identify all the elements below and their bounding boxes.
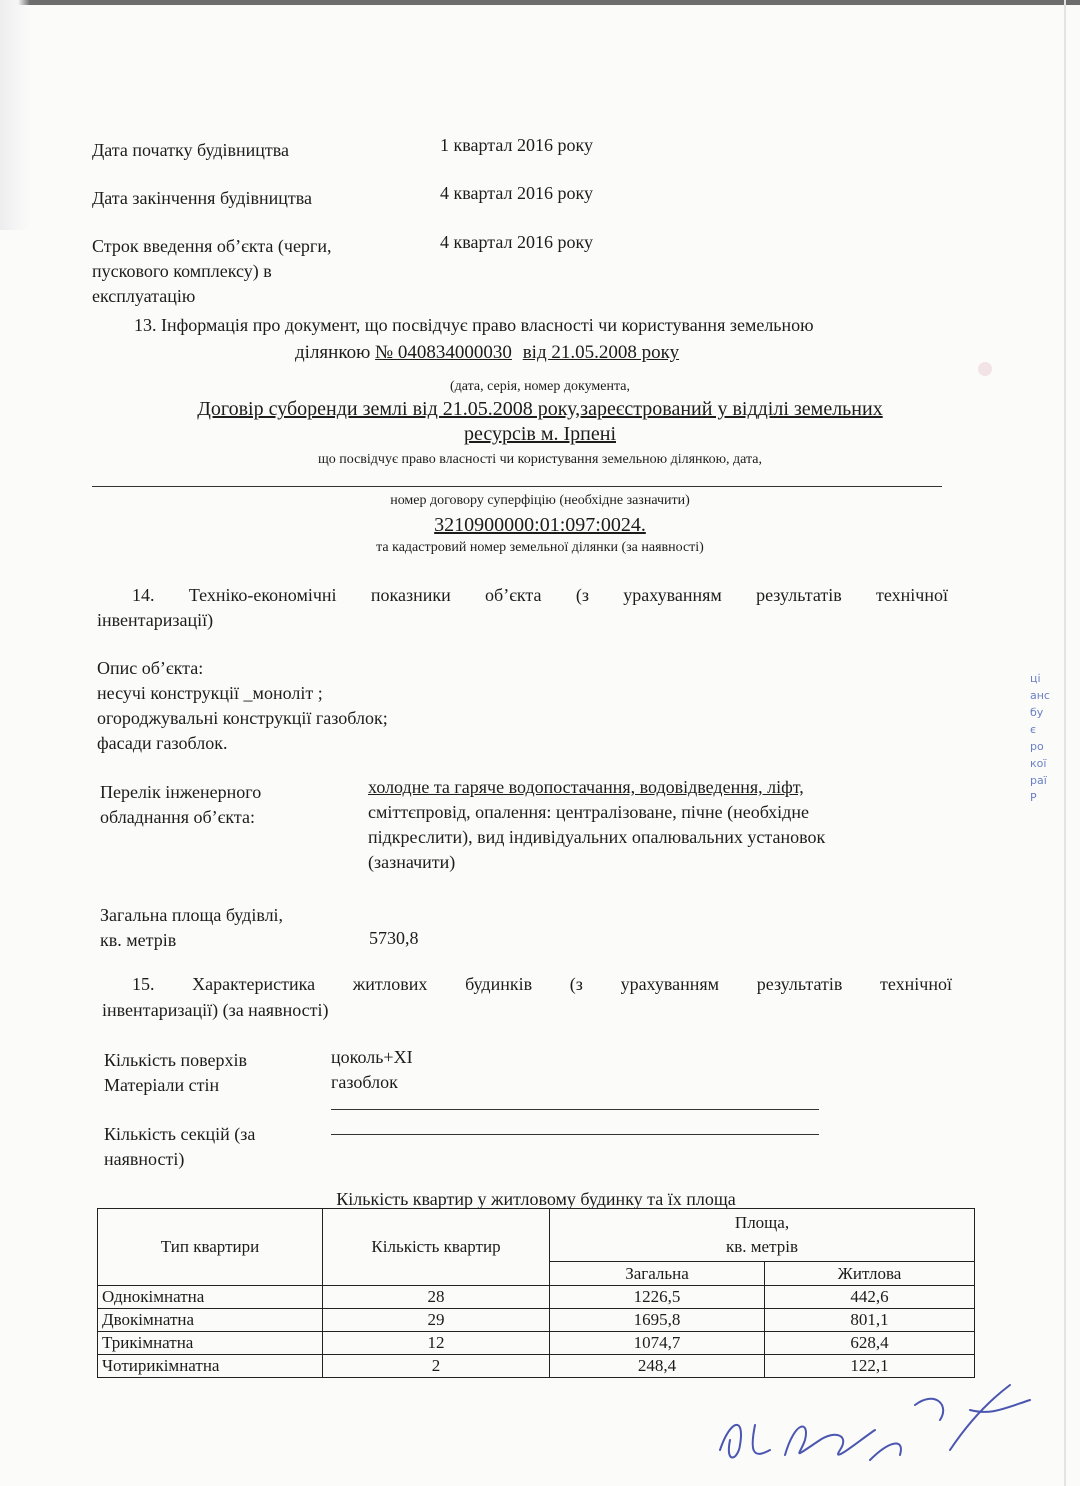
total-area-label-line: Загальна площа будівлі, xyxy=(100,905,284,925)
end-date-value: 4 квартал 2016 року xyxy=(440,183,593,203)
section-13-heading-line2 xyxy=(295,340,679,365)
engineering-label-line: Перелік інженерного xyxy=(100,782,262,802)
table-row xyxy=(98,1355,975,1378)
object-description xyxy=(97,656,388,756)
land-contract-line1: Договір суборенди землі від 21.05.2008 року,зареєстрований у відділі земельних xyxy=(197,398,883,420)
header-total-area: Загальна xyxy=(550,1262,765,1286)
commissioning-label-line: експлуатацію xyxy=(92,286,196,306)
header-area-line: кв. метрів xyxy=(726,1237,798,1256)
engineering-line: сміттєпровід, опалення: централізоване, пічне (необхідне xyxy=(368,802,809,822)
engineering-equipment-list xyxy=(368,775,825,875)
engineering-underlined-line: холодне та гаряче водопостачання, водовідведення, ліфт, xyxy=(368,777,804,797)
stamp-text: кої xyxy=(1030,757,1047,770)
description-line: фасади газоблок. xyxy=(97,733,228,753)
header-area xyxy=(550,1209,975,1262)
stamp-text: анс xyxy=(1030,689,1050,702)
commissioning-label xyxy=(92,234,331,309)
section-14-heading-line1: 14. Техніко-економічні показники об’єкта (з урахуванням результатів технічної xyxy=(132,585,948,605)
cell-type: Двокімнатна xyxy=(98,1309,323,1332)
cell-count: 2 xyxy=(323,1355,550,1378)
hint-ownership-document: що посвідчує право власності чи користування земельною ділянкою, дата, xyxy=(317,452,763,467)
apartments-table xyxy=(97,1208,975,1378)
stamp-fragment xyxy=(1030,670,1080,900)
cell-count: 29 xyxy=(323,1309,550,1332)
stamp-text: Р xyxy=(1030,791,1037,804)
cell-total-area: 1695,8 xyxy=(550,1309,765,1332)
hint-superficies-contract: номер договору суперфіцію (необхідне зазначити) xyxy=(390,493,690,508)
table-row xyxy=(98,1286,975,1309)
table-row xyxy=(98,1309,975,1332)
section-14-heading-line2: інвентаризації) xyxy=(97,610,214,630)
description-line: несучі конструкції _моноліт ; xyxy=(97,683,323,703)
description-line: Опис об’єкта: xyxy=(97,658,204,678)
land-contract-line2: ресурсів м. Ірпені xyxy=(463,423,617,445)
start-date-value: 1 квартал 2016 року xyxy=(440,135,593,155)
scan-top-edge xyxy=(0,0,1080,5)
table-row xyxy=(98,1332,975,1355)
header-area-line: Площа, xyxy=(734,1213,790,1232)
header-apartment-count: Кількість квартир xyxy=(323,1209,550,1286)
walls-value: газоблок xyxy=(331,1072,398,1092)
apartments-table-caption: Кількість квартир у житловому будинку та їх площа xyxy=(336,1189,736,1209)
stamp-text: ро xyxy=(1030,740,1044,753)
cell-living-area: 628,4 xyxy=(765,1332,975,1355)
hint-document-date-series: (дата, серія, номер документа, xyxy=(450,379,630,394)
cell-type: Однокімнатна xyxy=(98,1286,323,1309)
start-date-label: Дата початку будівництва xyxy=(92,140,289,160)
cadastral-number: 3210900000:01:097:0024. xyxy=(434,514,646,536)
section-13-heading-line1: 13. Інформація про документ, що посвідчує право власності чи користування земельною xyxy=(134,315,814,335)
header-living-area: Житлова xyxy=(765,1262,975,1286)
stamp-text: ці xyxy=(1030,672,1041,685)
document-number: № 040834000030 xyxy=(375,342,512,363)
cell-type: Чотирикімнатна xyxy=(98,1355,323,1378)
description-line: огороджувальні конструкції газоблок; xyxy=(97,708,388,728)
blank-line xyxy=(92,486,942,487)
commissioning-label-line: Строк введення об’єкта (черги, xyxy=(92,236,332,256)
stamp-text: бу xyxy=(1030,706,1044,719)
scan-spot xyxy=(978,362,992,376)
scan-left-shadow xyxy=(0,0,30,230)
document-date: від 21.05.2008 року xyxy=(522,342,680,363)
cell-living-area: 442,6 xyxy=(765,1286,975,1309)
engineering-label-line: обладнання об’єкта: xyxy=(100,807,255,827)
commissioning-label-line: пускового комплексу) в xyxy=(92,261,272,281)
total-area-value: 5730,8 xyxy=(369,928,419,948)
blank-line xyxy=(331,1109,819,1110)
end-date-label: Дата закінчення будівництва xyxy=(92,188,312,208)
cell-count: 28 xyxy=(323,1286,550,1309)
stamp-text: є xyxy=(1030,723,1037,736)
engineering-line: (зазначити) xyxy=(368,852,456,872)
section-15-heading-line2: інвентаризації) (за наявності) xyxy=(102,1000,329,1020)
engineering-equipment-label xyxy=(100,780,261,830)
floors-value: цоколь+XI xyxy=(331,1047,413,1067)
section-15-heading-line1: 15. Характеристика житлових будинків (з урахуванням результатів технічної xyxy=(132,974,952,994)
cell-living-area: 801,1 xyxy=(765,1309,975,1332)
sections-label xyxy=(104,1122,255,1172)
cell-total-area: 1074,7 xyxy=(550,1332,765,1355)
cell-type: Трикімнатна xyxy=(98,1332,323,1355)
sections-label-line: наявності) xyxy=(104,1149,185,1169)
cell-count: 12 xyxy=(323,1332,550,1355)
hint-cadastral-number: та кадастровий номер земельної ділянки (за наявності) xyxy=(376,540,704,555)
sections-label-line: Кількість секцій (за xyxy=(104,1124,256,1144)
engineering-line: підкреслити), вид індивідуальних опалювальних установок xyxy=(368,827,826,847)
cell-total-area: 248,4 xyxy=(550,1355,765,1378)
total-area-label xyxy=(100,903,283,953)
total-area-label-line: кв. метрів xyxy=(100,930,177,950)
walls-label: Матеріали стін xyxy=(104,1075,220,1095)
header-apartment-type: Тип квартири xyxy=(98,1209,323,1286)
table-header-row xyxy=(98,1209,975,1262)
sections-value-blank xyxy=(331,1134,819,1135)
commissioning-value: 4 квартал 2016 року xyxy=(440,232,593,252)
stamp-text: раї xyxy=(1030,774,1047,787)
handwritten-signature xyxy=(700,1380,1040,1480)
cell-living-area: 122,1 xyxy=(765,1355,975,1378)
floors-label: Кількість поверхів xyxy=(104,1050,248,1070)
land-plot-word: ділянкою xyxy=(295,342,371,363)
cell-total-area: 1226,5 xyxy=(550,1286,765,1309)
